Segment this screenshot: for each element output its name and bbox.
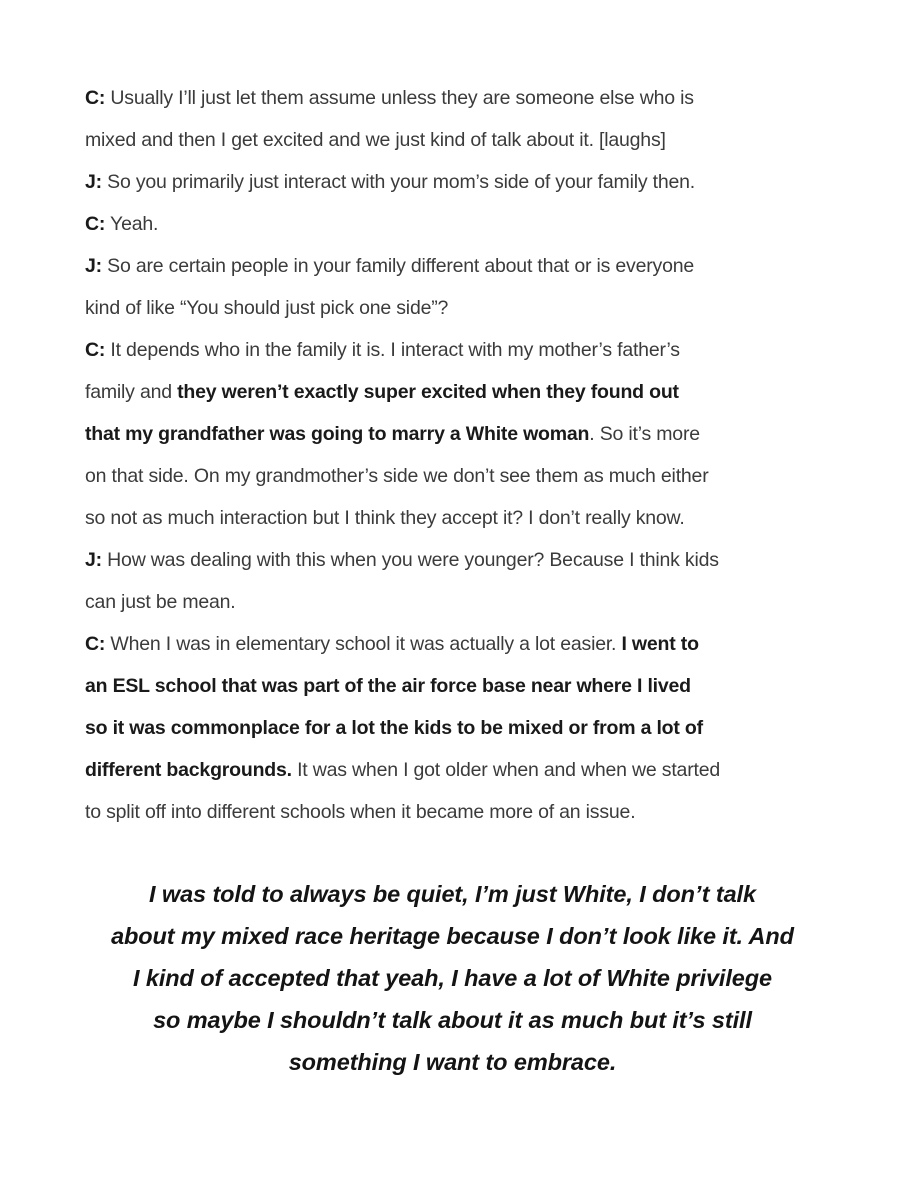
transcript-line bbox=[85, 413, 830, 455]
speaker-label: C: bbox=[85, 87, 106, 109]
speaker-label: C: bbox=[85, 633, 106, 655]
interview-transcript bbox=[85, 77, 830, 833]
transcript-line bbox=[85, 707, 830, 749]
transcript-line bbox=[85, 161, 830, 203]
transcript-text: on that side. On my grandmother’s side we don’t see them as much either bbox=[85, 465, 709, 487]
transcript-line bbox=[85, 371, 830, 413]
speaker-label: C: bbox=[85, 339, 106, 361]
emphasized-text: different backgrounds. bbox=[85, 759, 292, 781]
transcript-line bbox=[85, 791, 830, 833]
transcript-line bbox=[85, 497, 830, 539]
transcript-text: mixed and then I get excited and we just kind of talk about it. [laughs] bbox=[85, 129, 666, 151]
pull-quote-line: so maybe I shouldn’t talk about it as much but it’s still bbox=[153, 1007, 752, 1033]
speaker-label: J: bbox=[85, 171, 102, 193]
transcript-line bbox=[85, 245, 830, 287]
emphasized-text: so it was commonplace for a lot the kids to be mixed or from a lot of bbox=[85, 717, 703, 739]
transcript-line bbox=[85, 119, 830, 161]
speaker-label: J: bbox=[85, 549, 102, 571]
transcript-text: When I was in elementary school it was actually a lot easier. bbox=[105, 633, 622, 655]
transcript-text: Yeah. bbox=[105, 213, 159, 235]
speaker-label: J: bbox=[85, 255, 102, 277]
pull-quote-line: something I want to embrace. bbox=[288, 1049, 617, 1075]
transcript-text: so not as much interaction but I think they accept it? I don’t really know. bbox=[85, 507, 685, 529]
pull-quote bbox=[60, 873, 845, 1083]
pull-quote-line: about my mixed race heritage because I don’t look like it. And bbox=[111, 923, 794, 949]
transcript-line bbox=[85, 329, 830, 371]
transcript-text: How was dealing with this when you were younger? Because I think kids bbox=[101, 549, 719, 571]
transcript-line bbox=[85, 203, 830, 245]
transcript-text: It depends who in the family it is. I interact with my mother’s father’s bbox=[105, 339, 680, 361]
transcript-text: . So it’s more bbox=[589, 423, 700, 445]
transcript-text: It was when I got older when and when we started bbox=[291, 759, 720, 781]
transcript-line bbox=[85, 287, 830, 329]
pull-quote-line: I was told to always be quiet, I’m just White, I don’t talk bbox=[149, 881, 756, 907]
emphasized-text: they weren’t exactly super excited when they found out bbox=[177, 381, 679, 403]
transcript-line bbox=[85, 623, 830, 665]
transcript-line bbox=[85, 77, 830, 119]
transcript-text: So you primarily just interact with your mom’s side of your family then. bbox=[101, 171, 695, 193]
transcript-text: So are certain people in your family different about that or is everyone bbox=[101, 255, 695, 277]
transcript-line bbox=[85, 665, 830, 707]
emphasized-text: that my grandfather was going to marry a White woman bbox=[85, 423, 590, 445]
transcript-text: family and bbox=[85, 381, 178, 403]
transcript-line bbox=[85, 455, 830, 497]
pull-quote-line: I kind of accepted that yeah, I have a lot of White privilege bbox=[133, 965, 772, 991]
emphasized-text: I went to bbox=[621, 633, 699, 655]
transcript-text: kind of like “You should just pick one side”? bbox=[85, 297, 449, 319]
transcript-text: Usually I’ll just let them assume unless they are someone else who is bbox=[105, 87, 694, 109]
speaker-label: C: bbox=[85, 213, 106, 235]
transcript-line bbox=[85, 539, 830, 581]
transcript-line bbox=[85, 749, 830, 791]
transcript-line bbox=[85, 581, 830, 623]
emphasized-text: an ESL school that was part of the air force base near where I lived bbox=[85, 675, 691, 697]
transcript-text: can just be mean. bbox=[85, 591, 236, 613]
transcript-text: to split off into different schools when it became more of an issue. bbox=[85, 801, 636, 823]
